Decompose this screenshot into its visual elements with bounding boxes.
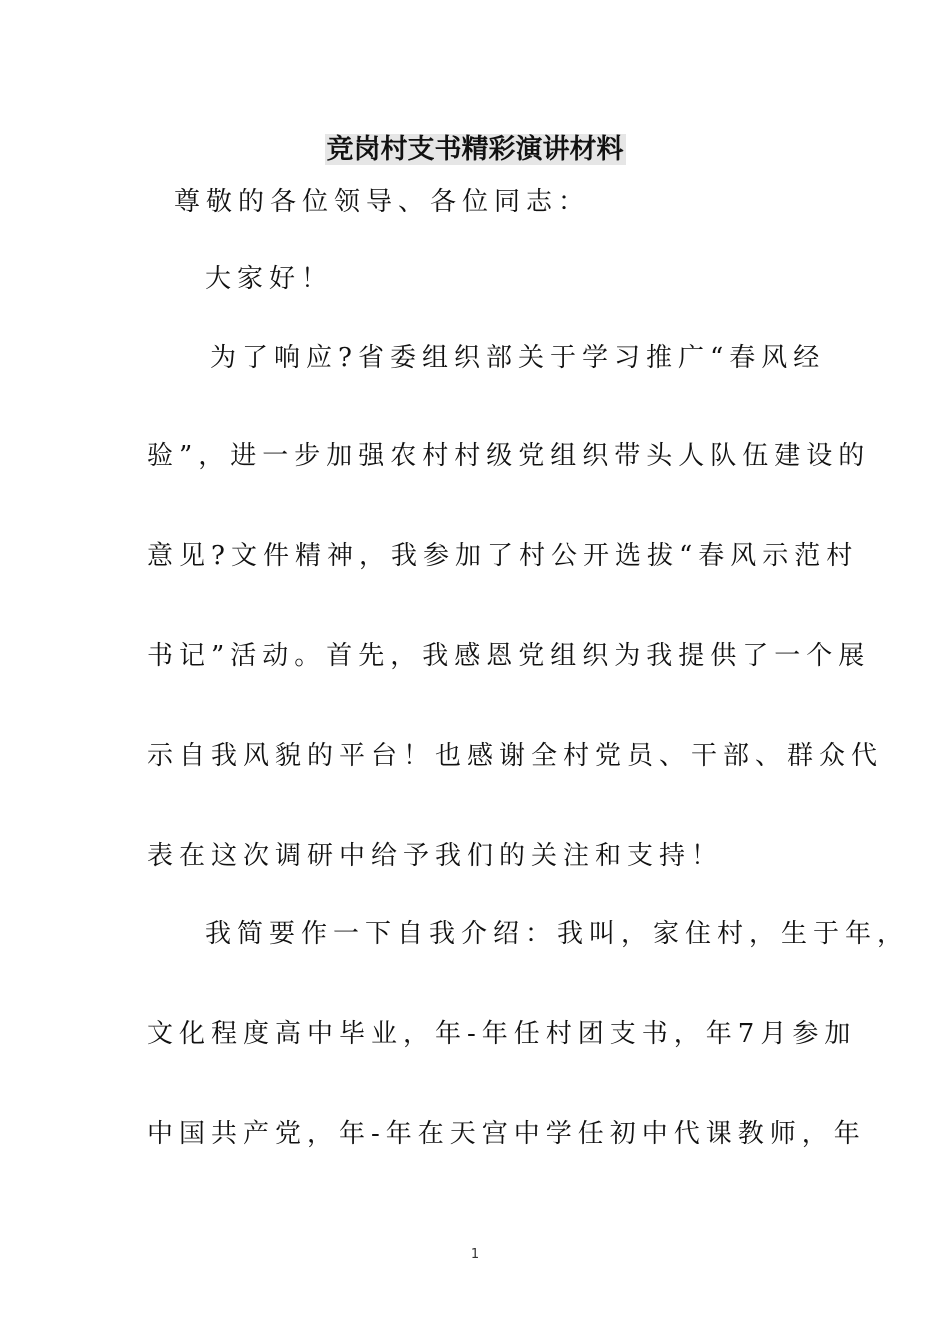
page-number: 1 <box>470 1247 480 1262</box>
paragraph-line: 验”，进一步加强农村村级党组织带头人队伍建设的 <box>147 441 871 471</box>
greeting-line: 大家好！ <box>205 264 334 294</box>
paragraph-line: 为了响应?省委组织部关于学习推广“春风经 <box>210 343 826 373</box>
paragraph-line: 书记”活动。首先，我感恩党组织为我提供了一个展 <box>147 641 871 671</box>
document-title <box>0 132 950 168</box>
paragraph-line: 我简要作一下自我介绍：我叫，家住村，生于年， <box>205 919 910 949</box>
paragraph-line: 意见?文件精神，我参加了村公开选拔“春风示范村 <box>147 541 859 571</box>
paragraph-line: 文化程度高中毕业，年-年任村团支书，年7月参加 <box>147 1019 857 1049</box>
paragraph-line: 中国共产党，年-年在天宫中学任初中代课教师，年 <box>147 1119 866 1149</box>
paragraph-line: 示自我风貌的平台！也感谢全村党员、干部、群众代 <box>147 741 884 771</box>
paragraph-line: 表在这次调研中给予我们的关注和支持！ <box>147 841 724 871</box>
document-title-text: 竞岗村支书精彩演讲材料 <box>326 134 624 165</box>
salutation-line: 尊敬的各位领导、各位同志： <box>174 187 591 217</box>
